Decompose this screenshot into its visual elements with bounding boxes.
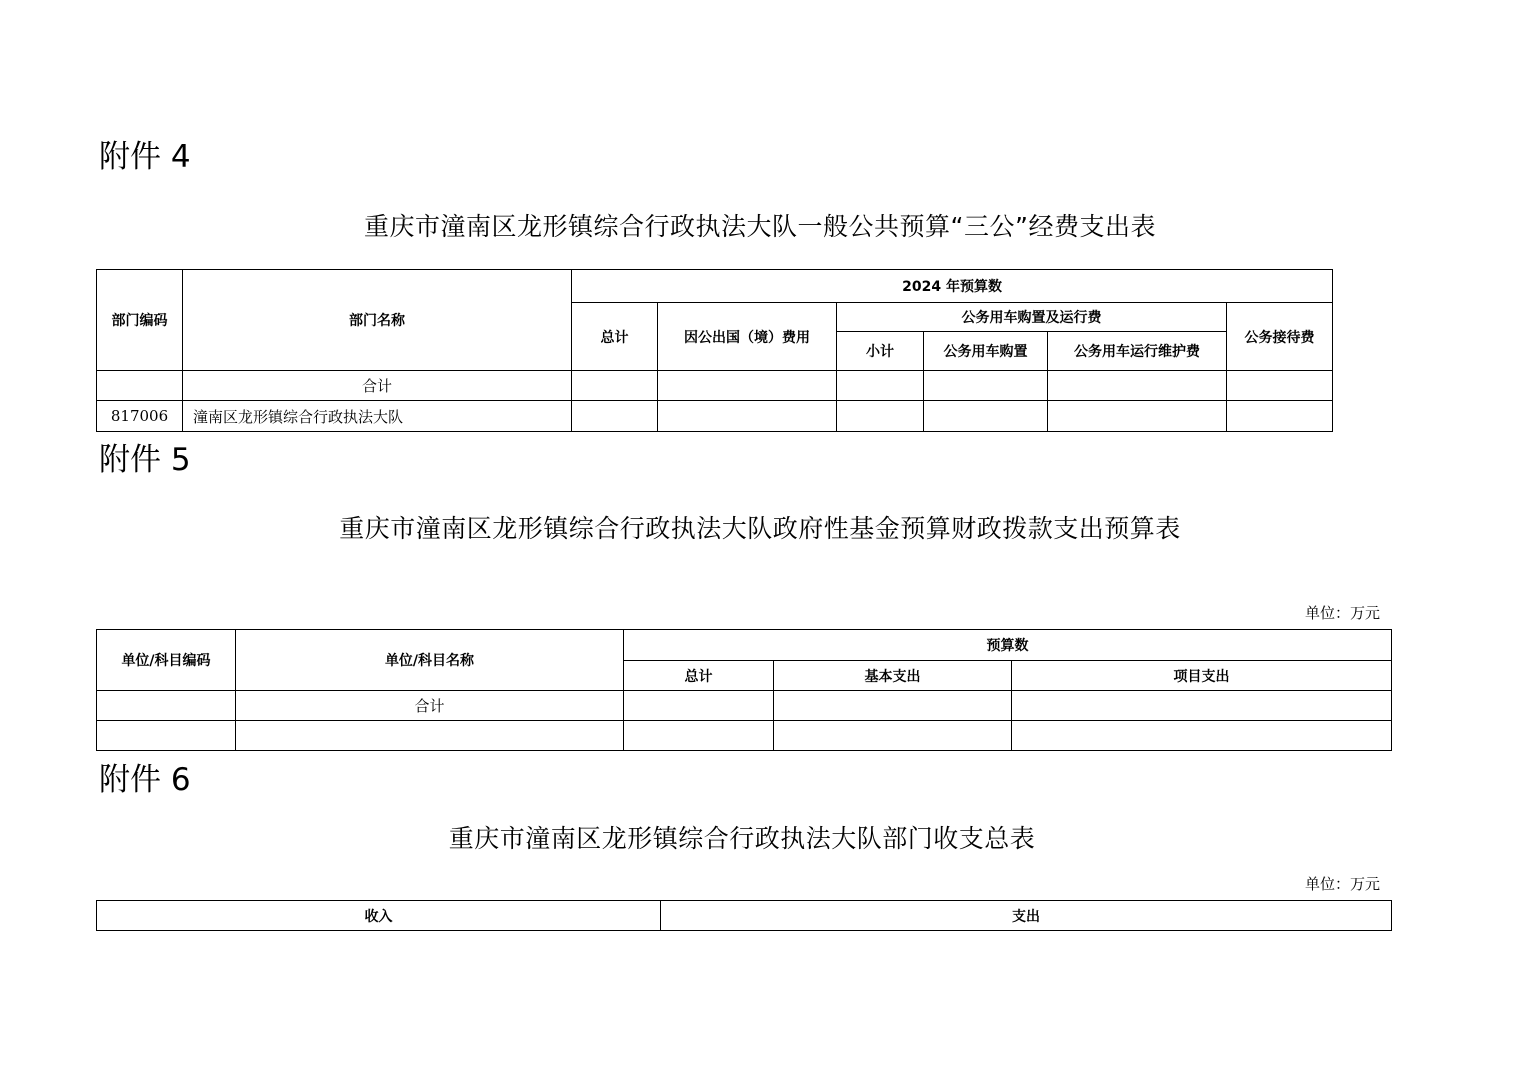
header-expense: 支出 (661, 901, 1392, 931)
cell-dept-name: 潼南区龙形镇综合行政执法大队 (183, 401, 572, 432)
header-budget: 预算数 (624, 630, 1392, 661)
cell-unit-name: 合计 (236, 691, 624, 721)
header-basic-expense: 基本支出 (774, 661, 1012, 691)
attachment-6-heading: 附件 6 (99, 762, 191, 798)
header-vehicle-maintenance: 公务用车运行维护费 (1048, 332, 1227, 371)
header-vehicle-purchase: 公务用车购置 (924, 332, 1048, 371)
cell-vehicle-maintenance (1048, 371, 1227, 401)
header-total: 总计 (624, 661, 774, 691)
header-dept-code: 部门编码 (97, 270, 183, 371)
attachment-6-title: 重庆市潼南区龙形镇综合行政执法大队部门收支总表 (448, 824, 1036, 853)
attachment-5-heading: 附件 5 (99, 442, 191, 478)
cell-dept-name: 合计 (183, 371, 572, 401)
cell-total (572, 371, 658, 401)
cell-reception (1227, 371, 1333, 401)
cell-vehicle-maintenance (1048, 401, 1227, 432)
cell-reception (1227, 401, 1333, 432)
cell-abroad (658, 371, 837, 401)
attachment-4-title: 重庆市潼南区龙形镇综合行政执法大队一般公共预算“三公”经费支出表 (364, 212, 1156, 241)
attachment-4-heading: 附件 4 (99, 139, 191, 175)
attachment-6-unit: 单位：万元 (1304, 875, 1380, 893)
cell-total (624, 691, 774, 721)
table-row (97, 691, 1392, 721)
cell-project (1012, 721, 1392, 751)
header-reception-expense: 公务接待费 (1227, 303, 1333, 371)
attachment-5-title: 重庆市潼南区龙形镇综合行政执法大队政府性基金预算财政拨款支出预算表 (339, 514, 1181, 543)
cell-basic (774, 721, 1012, 751)
cell-total (624, 721, 774, 751)
header-subtotal: 小计 (837, 332, 924, 371)
cell-total (572, 401, 658, 432)
cell-subtotal (837, 401, 924, 432)
header-project-expense: 项目支出 (1012, 661, 1392, 691)
table-row (97, 371, 1333, 401)
cell-unit-code (97, 721, 236, 751)
cell-unit-code (97, 691, 236, 721)
government-fund-budget-table (96, 629, 1392, 751)
income-expense-summary-table (96, 900, 1392, 931)
cell-abroad (658, 401, 837, 432)
cell-unit-name (236, 721, 624, 751)
cell-project (1012, 691, 1392, 721)
header-abroad-expense: 因公出国（境）费用 (658, 303, 837, 371)
header-budget-2024: 2024 年预算数 (572, 270, 1333, 303)
header-vehicle-group: 公务用车购置及运行费 (837, 303, 1227, 332)
cell-basic (774, 691, 1012, 721)
table-row (97, 721, 1392, 751)
cell-dept-code: 817006 (97, 401, 183, 432)
header-unit-name: 单位/科目名称 (236, 630, 624, 691)
cell-vehicle-purchase (924, 401, 1048, 432)
table-row (97, 401, 1333, 432)
cell-vehicle-purchase (924, 371, 1048, 401)
header-income: 收入 (97, 901, 661, 931)
header-total: 总计 (572, 303, 658, 371)
header-unit-code: 单位/科目编码 (97, 630, 236, 691)
header-dept-name: 部门名称 (183, 270, 572, 371)
cell-subtotal (837, 371, 924, 401)
attachment-5-unit: 单位：万元 (1304, 604, 1380, 622)
cell-dept-code (97, 371, 183, 401)
three-public-expenses-table (96, 269, 1333, 432)
